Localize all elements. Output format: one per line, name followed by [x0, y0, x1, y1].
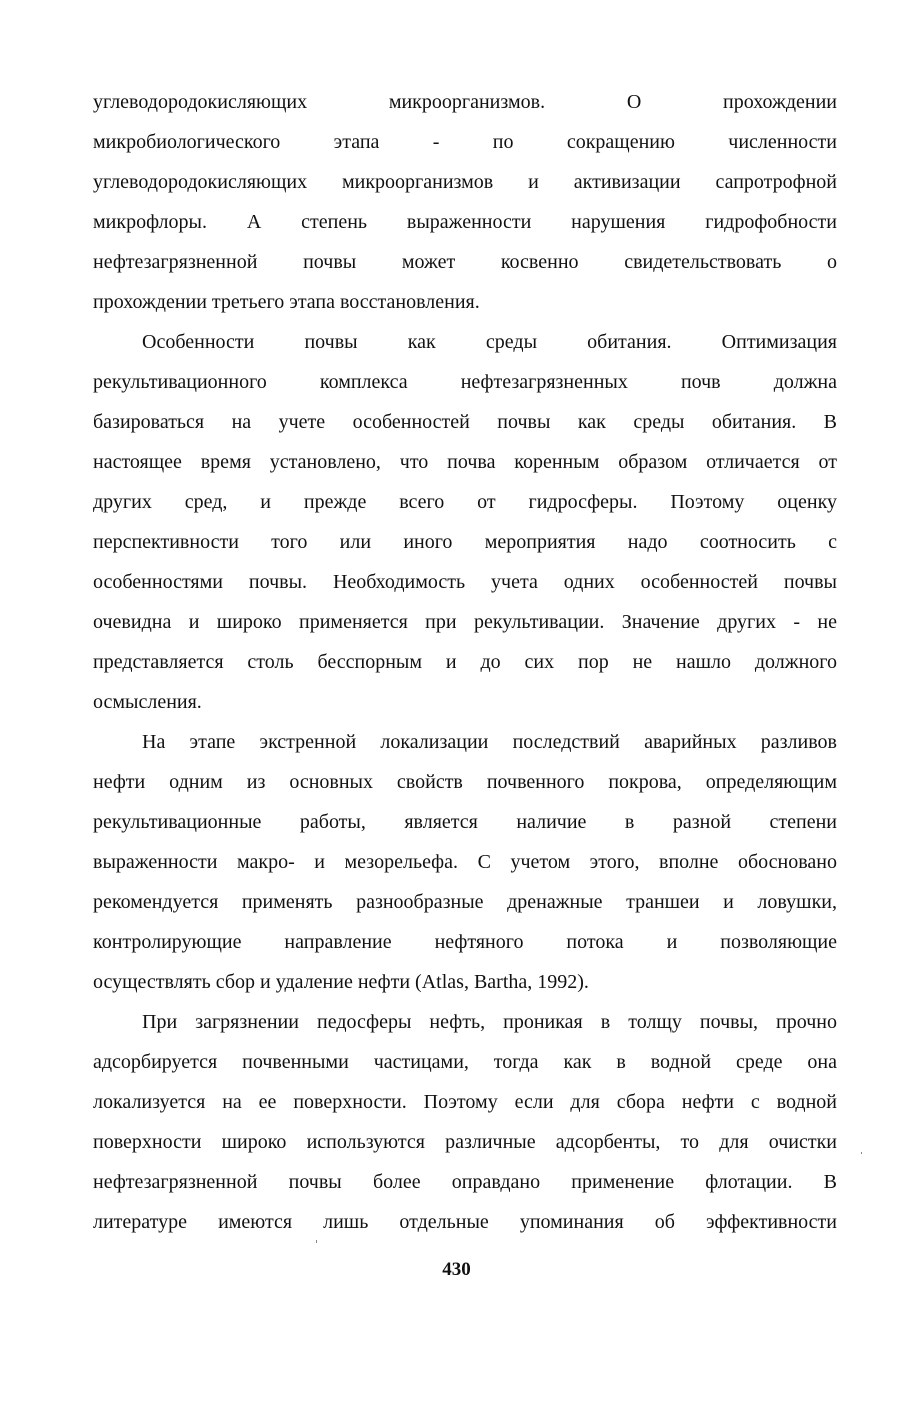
text-line: базироваться на учете особенностей почвы как среды обитания. В: [93, 411, 837, 433]
paragraph-2: [93, 322, 837, 722]
paragraph-1: [93, 82, 837, 322]
text-line: поверхности широко используются различные адсорбенты, то для очистки: [93, 1131, 837, 1153]
text-line: микрофлоры. А степень выраженности нарушения гидрофобности: [93, 211, 837, 233]
text-line: рекомендуется применять разнообразные дренажные траншеи и ловушки,: [93, 891, 837, 913]
text-line: особенностями почвы. Необходимость учета одних особенностей почвы: [93, 571, 837, 593]
text-line: Особенности почвы как среды обитания. Оптимизация: [142, 331, 837, 353]
text-line: углеводородокисляющих микроорганизмов и активизации сапротрофной: [93, 171, 837, 193]
text-line: литературе имеются лишь отдельные упоминания об эффективности: [93, 1211, 837, 1233]
text-line: выраженности макро- и мезорельефа. С учетом этого, вполне обосновано: [93, 851, 837, 873]
text-line: На этапе экстренной локализации последствий аварийных разливов: [142, 731, 837, 753]
text-line: рекультивационные работы, является наличие в разной степени: [93, 811, 837, 833]
text-line: микробиологического этапа - по сокращению численности: [93, 131, 837, 153]
text-line: очевидна и широко применяется при рекультивации. Значение других - не: [93, 611, 837, 633]
document-body: [93, 82, 837, 1242]
text-line: настоящее время установлено, что почва коренным образом отличается от: [93, 451, 837, 473]
text-line: перспективности того или иного мероприятия надо соотносить с: [93, 531, 837, 553]
text-line: нефтезагрязненной почвы может косвенно свидетельствовать о: [93, 251, 837, 273]
text-line: представляется столь бесспорным и до сих пор не нашло должного: [93, 651, 837, 673]
scan-mark: [861, 1152, 862, 1154]
text-line: нефтезагрязненной почвы более оправдано применение флотации. В: [93, 1171, 837, 1193]
text-line: осмысления.: [93, 691, 202, 713]
text-line: локализуется на ее поверхности. Поэтому если для сбора нефти с водной: [93, 1091, 837, 1113]
paragraph-4: [93, 1002, 837, 1242]
text-line: осуществлять сбор и удаление нефти (Atlas, Bartha, 1992).: [93, 971, 589, 993]
text-line: нефти одним из основных свойств почвенного покрова, определяющим: [93, 771, 837, 793]
scan-mark: [316, 1240, 317, 1243]
text-line: других сред, и прежде всего от гидросферы. Поэтому оценку: [93, 491, 837, 513]
text-line: адсорбируется почвенными частицами, тогда как в водной среде она: [93, 1051, 837, 1073]
text-line: контролирующие направление нефтяного потока и позволяющие: [93, 931, 837, 953]
text-line: углеводородокисляющих микроорганизмов. О прохождении: [93, 91, 837, 113]
paragraph-3: [93, 722, 837, 1002]
text-line: рекультивационного комплекса нефтезагрязненных почв должна: [93, 371, 837, 393]
text-line: прохождении третьего этапа восстановления.: [93, 291, 480, 313]
text-line: При загрязнении педосферы нефть, проникая в толщу почвы, прочно: [142, 1011, 837, 1033]
page-number: 430: [442, 1259, 471, 1280]
